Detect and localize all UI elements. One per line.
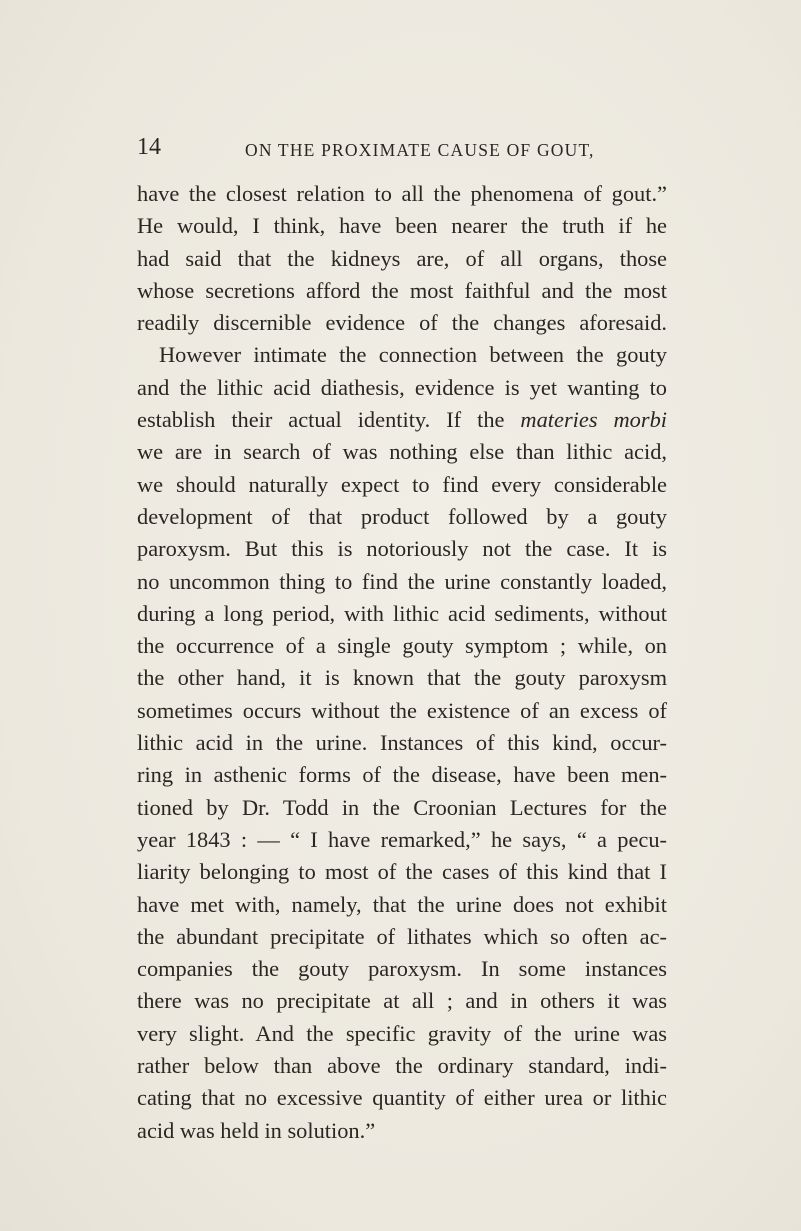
text-line: sometimes occurs without the existence of an excess of	[137, 697, 667, 723]
text-line: there was no precipitate at all ; and in others it was	[137, 988, 667, 1014]
text-line: have the closest relation to all the phenomena of gout.”	[137, 181, 667, 206]
text-line: liarity belonging to most of the cases of this kind that I	[137, 859, 667, 885]
text-line: the abundant precipitate of lithates which so often ac-	[137, 923, 667, 949]
text-line: no uncommon thing to find the urine constantly loaded,	[137, 568, 667, 594]
text-line: ring in asthenic forms of the disease, have been men-	[137, 762, 667, 788]
text-line: lithic acid in the urine. Instances of this kind, occur-	[137, 730, 667, 756]
text-line: He would, I think, have been nearer the truth if he	[137, 213, 667, 239]
text-line: readily discernible evidence of the changes aforesaid.	[137, 310, 667, 336]
italic-phrase: materies morbi	[520, 407, 667, 433]
text-line: we should naturally expect to find every considerable	[137, 471, 667, 497]
text-line: development of that product followed by a gouty	[137, 503, 667, 529]
text-line: and the lithic acid diathesis, evidence is yet wanting to	[137, 374, 667, 400]
text-line: we are in search of was nothing else than lithic acid,	[137, 439, 667, 465]
text-line: very slight. And the specific gravity of the urine was	[137, 1020, 667, 1046]
text-line: the occurrence of a single gouty symptom ; while, on	[137, 633, 667, 659]
text-line: have met with, namely, that the urine does not exhibit	[137, 891, 667, 917]
text-line: However intimate the connection between the gouty	[159, 342, 667, 368]
running-head-title: ON THE PROXIMATE CAUSE OF GOUT,	[245, 140, 595, 160]
running-head	[137, 134, 657, 164]
text-line: during a long period, with lithic acid sediments, without	[137, 600, 667, 626]
text-line: whose secretions afford the most faithful and the most	[137, 277, 667, 303]
text-line: companies the gouty paroxysm. In some instances	[137, 956, 667, 982]
text-line-with-italic	[137, 404, 667, 436]
body-text	[137, 178, 667, 1147]
text-line: acid was held in solution.”	[137, 1117, 376, 1143]
text-line: the other hand, it is known that the gouty paroxysm	[137, 665, 667, 691]
text-line: year 1843 : — “ I have remarked,” he says, “ a pecu-	[137, 826, 667, 852]
text-line: had said that the kidneys are, of all organs, those	[137, 245, 667, 271]
page-number: 14	[137, 134, 161, 160]
text-line-segment: establish their actual identity. If the	[137, 407, 505, 433]
text-line: rather below than above the ordinary standard, indi-	[137, 1053, 667, 1079]
text-line: tioned by Dr. Todd in the Croonian Lectures for the	[137, 794, 667, 820]
text-line: paroxysm. But this is notoriously not the case. It is	[137, 536, 667, 562]
text-line: cating that no excessive quantity of either urea or lithic	[137, 1085, 667, 1111]
